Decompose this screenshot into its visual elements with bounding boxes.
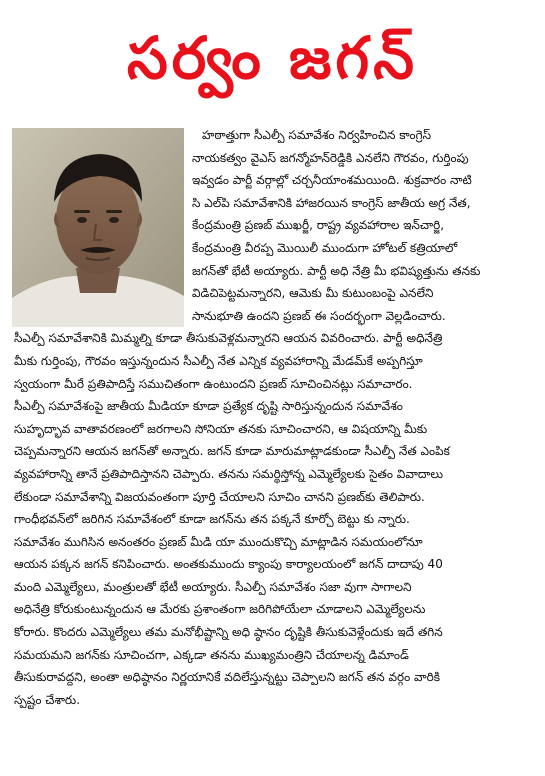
article-line: ఇవ్వడం పార్టీ వర్గాల్లో చర్చనీయాంశమయింది. శుక్రవారం నాటి [192,173,472,188]
article-line: సుహృద్భావ వాతావరణంలో జరగాలని సోనియా తనకు సూచించారని, ఆ విషయాన్ని మీకు [14,421,428,436]
article-line: సీఎల్పీ సమావేశానికి మిమ్మల్ని కూడా తీసుకువెళ్లమన్నారని ఆయన వివరించారు. పార్టీ అధినేత్రి [14,331,443,346]
article-line: సానుభూతి ఉందని ప్రణబ్ ఈ సందర్భంగా వెల్లడించారు. [192,308,446,323]
article-line: అధినేత్రి కోరుకుంటున్నందున ఆ మేరకు ప్రశాంతంగా జరిగిపోయేలా చూడాలని ఎమ్మెల్యేలను [14,602,426,617]
article-line: లేకుండా సమావేశాన్ని విజయవంతంగా పూర్తి చేయాలని సూచిం చానని ప్రణబ్‌కు తెలిపారు. [14,489,425,504]
article-line: చెప్పమన్నారని ఆయన జగన్‌తో అన్నారు. జగన్ కూడా మారుమాట్లాడకుండా సీఎల్పీ నేత ఎంపిక [14,444,450,459]
article-line: కేంద్రమంత్రి ప్రణబ్ ముఖర్జీ, రాష్ట్ర వ్యవహారాల ఇన్‌చార్జి, [192,218,445,233]
article-line: నాయకత్వం వైఎస్ జగన్మోహన్‌రెడ్డికి ఎనలేని గౌరవం, గుర్తింపు [192,150,469,165]
article-line: జగన్‌తో భేటీ అయ్యారు. పార్టీ అధి నేత్రి మీ భవిష్యత్తును తనకు [192,263,481,278]
article-line: కోరారు. కొందరు ఎమ్మెల్యేలు తమ మనోభీష్టాన్ని అధి ష్ఠానం దృష్టికి తీసుకువెళ్లేందుకు ఇదే తగిన [14,625,443,640]
headline: సర్వం జగన్ [127,24,418,92]
article-body [14,124,534,711]
article-line: మంది ఎమ్మెల్యేలు, మంత్రులతో భేటీ అయ్యారు. సీఎల్పీ సమావేశం సజా వుగా సాగాలని [14,579,412,594]
article-line: గాంధీభవన్‌లో జరిగిన సమావేశంలో కూడా జగన్‌ను తన పక్కనే కూర్చో బెట్టు కు న్నారు. [14,512,410,527]
article-line: సమయమని జగన్‌కు సూచించగా, ఎక్కడా తనను ముఖ్యమంత్రిని చేయాలన్న డిమాండ్ [14,647,409,662]
article-line: విడిచిపెట్టమన్నారని, ఆమెకు మీ కుటుంబంపై ఎనలేని [192,286,434,301]
article-line: మీకు గుర్తింపు, గౌరవం ఇస్తున్నందున సీఎల్పీ నేత ఎన్నిక వ్యవహారాన్ని మేడమ్‌కే అప్పగిస్తూ [14,353,423,368]
article-line: తీసుకురావద్దని, అంతా అధిష్ఠానం నిర్ణయానికే వదిలేస్తున్నట్టు చెప్పాలని జగన్ తన వర్గం వారికి [14,670,441,685]
article-line: సి ఎల్‌పి సమావేశానికి హాజరయిన కాంగ్రెస్ జాతీయ అగ్ర నేత, [192,195,471,210]
article-line: హఠాత్తుగా సీఎల్పీ సమావేశం నిర్వహించిన కాంగ్రెస్ [202,128,432,142]
article-line: సమావేశం ముగిసిన అనంతరం ప్రణబ్ మీడి యా ముందుకొచ్చి మాట్లాడిన సమయంలోనూ [14,534,423,549]
article-line: వ్యవహారాన్ని తానే ప్రతిపాదిస్తానని చెప్పారు. తనను సమర్థిస్తోన్న ఎమ్మెల్యేలకు సైతం వివాదాలు [14,466,444,481]
article-line: స్వయంగా మీరే ప్రతిపాదిస్తే సముచితంగా ఉంటుందని ప్రణబ్ సూచించినట్లు సమాచారం. [14,376,413,391]
article-line: కేంద్రమంత్రి వీరప్ప మొయిలీ ముందుగా హోటల్ కత్రియాలో [192,240,458,255]
article-line: సీఎల్పీ సమావేశంపై జాతీయ మీడియా కూడా ప్రత్యేక దృష్టి సారిస్తున్నందున సమావేశం [14,399,403,414]
article-line: స్పష్టం చేశారు. [14,692,81,707]
article-line: ఆయన పక్కన జగన్ కనిపించారు. అంతకుముందు క్యాంపు కార్యాలయంలో జగన్ దాదాపు 40 [14,557,443,572]
